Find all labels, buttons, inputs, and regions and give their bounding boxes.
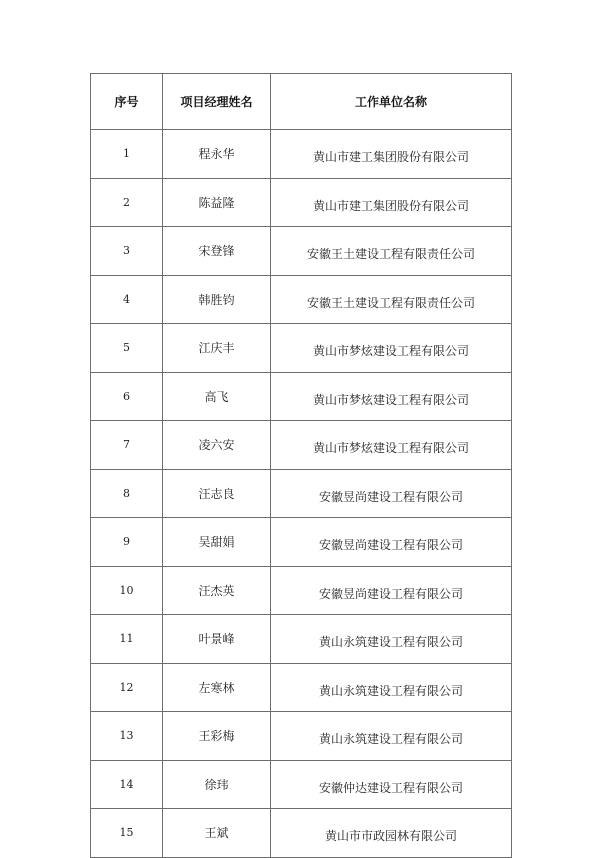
table-row <box>91 227 512 276</box>
row-manager-name-cell: 叶景峰 <box>163 615 271 664</box>
table-row <box>91 130 512 179</box>
table-row <box>91 469 512 518</box>
row-manager-name-cell: 王彩梅 <box>163 712 271 761</box>
row-seq-cell: 5 <box>91 324 163 373</box>
row-manager-name-cell: 王斌 <box>163 809 271 858</box>
row-company-cell: 黄山永筑建设工程有限公司 <box>271 712 512 761</box>
row-company-cell: 黄山市梦炫建设工程有限公司 <box>271 372 512 421</box>
row-company-cell: 安徽王土建设工程有限责任公司 <box>271 275 512 324</box>
row-seq-cell: 8 <box>91 469 163 518</box>
row-manager-name-cell: 汪杰英 <box>163 566 271 615</box>
row-company-cell: 黄山市梦炫建设工程有限公司 <box>271 324 512 373</box>
row-seq-cell: 1 <box>91 130 163 179</box>
row-manager-name-cell: 汪志良 <box>163 469 271 518</box>
row-manager-name-cell: 韩胜钧 <box>163 275 271 324</box>
table-row <box>91 615 512 664</box>
table-body <box>91 130 512 858</box>
table-row <box>91 712 512 761</box>
row-company-cell: 安徽王土建设工程有限责任公司 <box>271 227 512 276</box>
row-company-cell: 黄山市建工集团股份有限公司 <box>271 130 512 179</box>
row-company-cell: 安徽昱尚建设工程有限公司 <box>271 469 512 518</box>
table-header-row <box>91 74 512 130</box>
row-seq-cell: 12 <box>91 663 163 712</box>
row-manager-name-cell: 高飞 <box>163 372 271 421</box>
row-seq-cell: 4 <box>91 275 163 324</box>
table-row <box>91 372 512 421</box>
table-row <box>91 324 512 373</box>
row-company-cell: 安徽昱尚建设工程有限公司 <box>271 518 512 567</box>
header-seq: 序号 <box>91 74 163 130</box>
row-seq-cell: 13 <box>91 712 163 761</box>
row-seq-cell: 7 <box>91 421 163 470</box>
row-seq-cell: 6 <box>91 372 163 421</box>
row-manager-name-cell: 江庆丰 <box>163 324 271 373</box>
table-row <box>91 809 512 858</box>
row-company-cell: 黄山永筑建设工程有限公司 <box>271 615 512 664</box>
row-manager-name-cell: 徐玮 <box>163 760 271 809</box>
table-row <box>91 663 512 712</box>
table-row <box>91 421 512 470</box>
table-row <box>91 178 512 227</box>
row-manager-name-cell: 凌六安 <box>163 421 271 470</box>
header-manager-name: 项目经理姓名 <box>163 74 271 130</box>
row-seq-cell: 15 <box>91 809 163 858</box>
project-manager-table <box>90 73 512 858</box>
row-company-cell: 黄山市市政园林有限公司 <box>271 809 512 858</box>
table-row <box>91 566 512 615</box>
row-seq-cell: 9 <box>91 518 163 567</box>
row-seq-cell: 10 <box>91 566 163 615</box>
row-manager-name-cell: 左寒林 <box>163 663 271 712</box>
row-seq-cell: 11 <box>91 615 163 664</box>
table-row <box>91 275 512 324</box>
row-company-cell: 黄山市建工集团股份有限公司 <box>271 178 512 227</box>
row-manager-name-cell: 宋登锋 <box>163 227 271 276</box>
row-seq-cell: 14 <box>91 760 163 809</box>
row-seq-cell: 2 <box>91 178 163 227</box>
table-row <box>91 518 512 567</box>
row-manager-name-cell: 程永华 <box>163 130 271 179</box>
row-seq-cell: 3 <box>91 227 163 276</box>
row-company-cell: 黄山市梦炫建设工程有限公司 <box>271 421 512 470</box>
row-company-cell: 安徽仲达建设工程有限公司 <box>271 760 512 809</box>
row-company-cell: 黄山永筑建设工程有限公司 <box>271 663 512 712</box>
row-company-cell: 安徽昱尚建设工程有限公司 <box>271 566 512 615</box>
table-row <box>91 760 512 809</box>
row-manager-name-cell: 吴甜娟 <box>163 518 271 567</box>
header-company: 工作单位名称 <box>271 74 512 130</box>
row-manager-name-cell: 陈益隆 <box>163 178 271 227</box>
